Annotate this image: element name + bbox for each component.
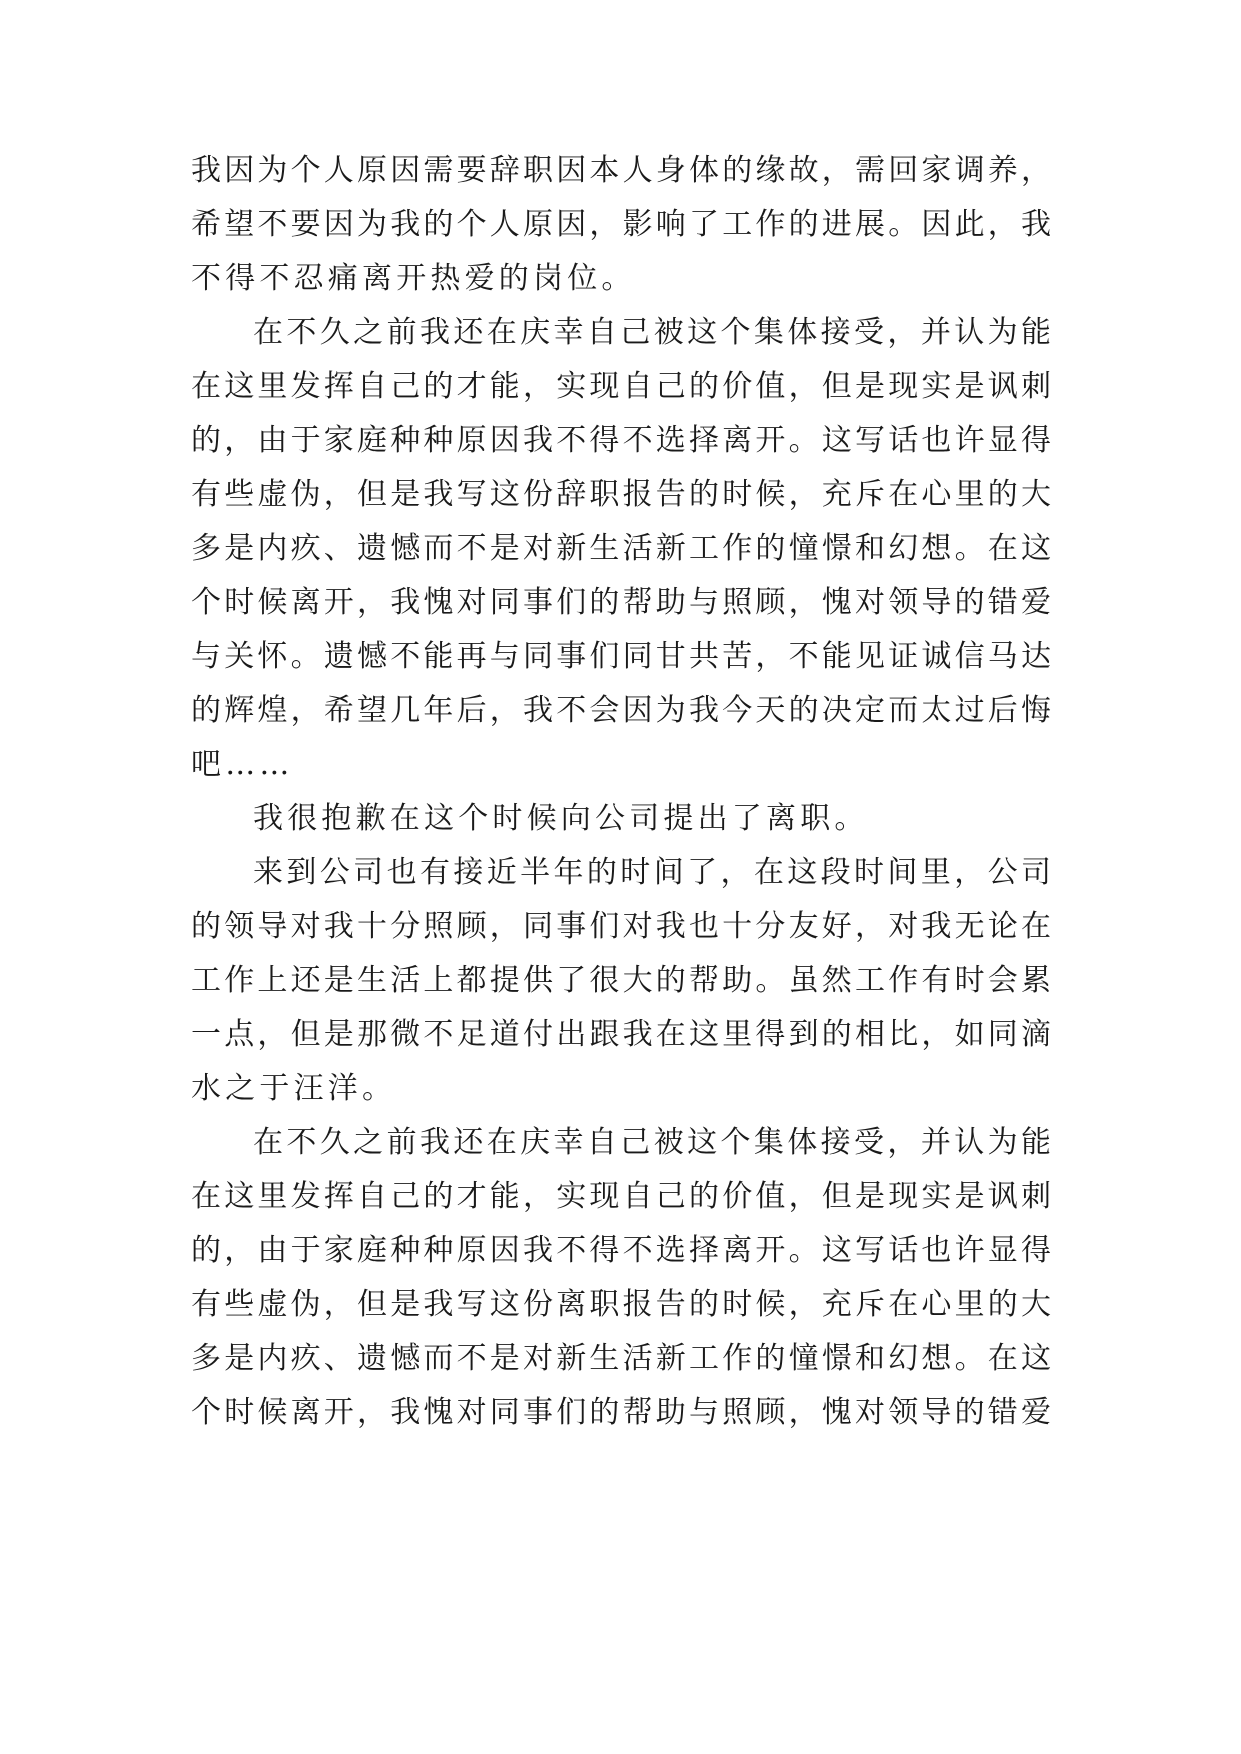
text-line: 的辉煌，希望几年后，我不会因为我今天的决定而太过后悔: [191, 693, 1051, 728]
text-line: 的，由于家庭种种原因我不得不选择离开。这写话也许显得: [191, 423, 1051, 458]
text-line: 有些虚伪，但是我写这份辞职报告的时候，充斥在心里的大: [191, 477, 1051, 512]
text-line: 在这里发挥自己的才能，实现自己的价值，但是现实是讽刺: [191, 369, 1051, 404]
text-line: 有些虚伪，但是我写这份离职报告的时候，充斥在心里的大: [191, 1287, 1051, 1322]
text-line: 多是内疚、遗憾而不是对新生活新工作的憧憬和幻想。在这: [191, 531, 1051, 566]
text-line: 多是内疚、遗憾而不是对新生活新工作的憧憬和幻想。在这: [191, 1341, 1051, 1376]
text-line: 来到公司也有接近半年的时间了，在这段时间里，公司: [253, 855, 1051, 890]
text-line: 在不久之前我还在庆幸自己被这个集体接受，并认为能: [253, 1125, 1051, 1160]
text-line: 在不久之前我还在庆幸自己被这个集体接受，并认为能: [253, 315, 1051, 350]
text-line: 我很抱歉在这个时候向公司提出了离职。: [253, 801, 869, 836]
text-line: 与关怀。遗憾不能再与同事们同甘共苦，不能见证诚信马达: [191, 639, 1051, 674]
text-line: 个时候离开，我愧对同事们的帮助与照顾，愧对领导的错爱: [191, 585, 1051, 620]
text-line: 一点，但是那微不足道付出跟我在这里得到的相比，如同滴: [191, 1017, 1051, 1052]
text-line: 不得不忍痛离开热爱的岗位。: [191, 261, 636, 296]
text-line: 的，由于家庭种种原因我不得不选择离开。这写话也许显得: [191, 1233, 1051, 1268]
text-line: 吧……: [191, 747, 294, 782]
text-line: 我因为个人原因需要辞职因本人身体的缘故，需回家调养，: [191, 153, 1051, 188]
text-line: 希望不要因为我的个人原因，影响了工作的进展。因此，我: [191, 207, 1051, 242]
text-line: 的领导对我十分照顾，同事们对我也十分友好，对我无论在: [191, 909, 1051, 944]
text-line: 在这里发挥自己的才能，实现自己的价值，但是现实是讽刺: [191, 1179, 1051, 1214]
text-line: 水之于汪洋。: [191, 1071, 397, 1106]
text-line: 工作上还是生活上都提供了很大的帮助。虽然工作有时会累: [191, 963, 1051, 998]
text-line: 个时候离开，我愧对同事们的帮助与照顾，愧对领导的错爱: [191, 1395, 1051, 1430]
